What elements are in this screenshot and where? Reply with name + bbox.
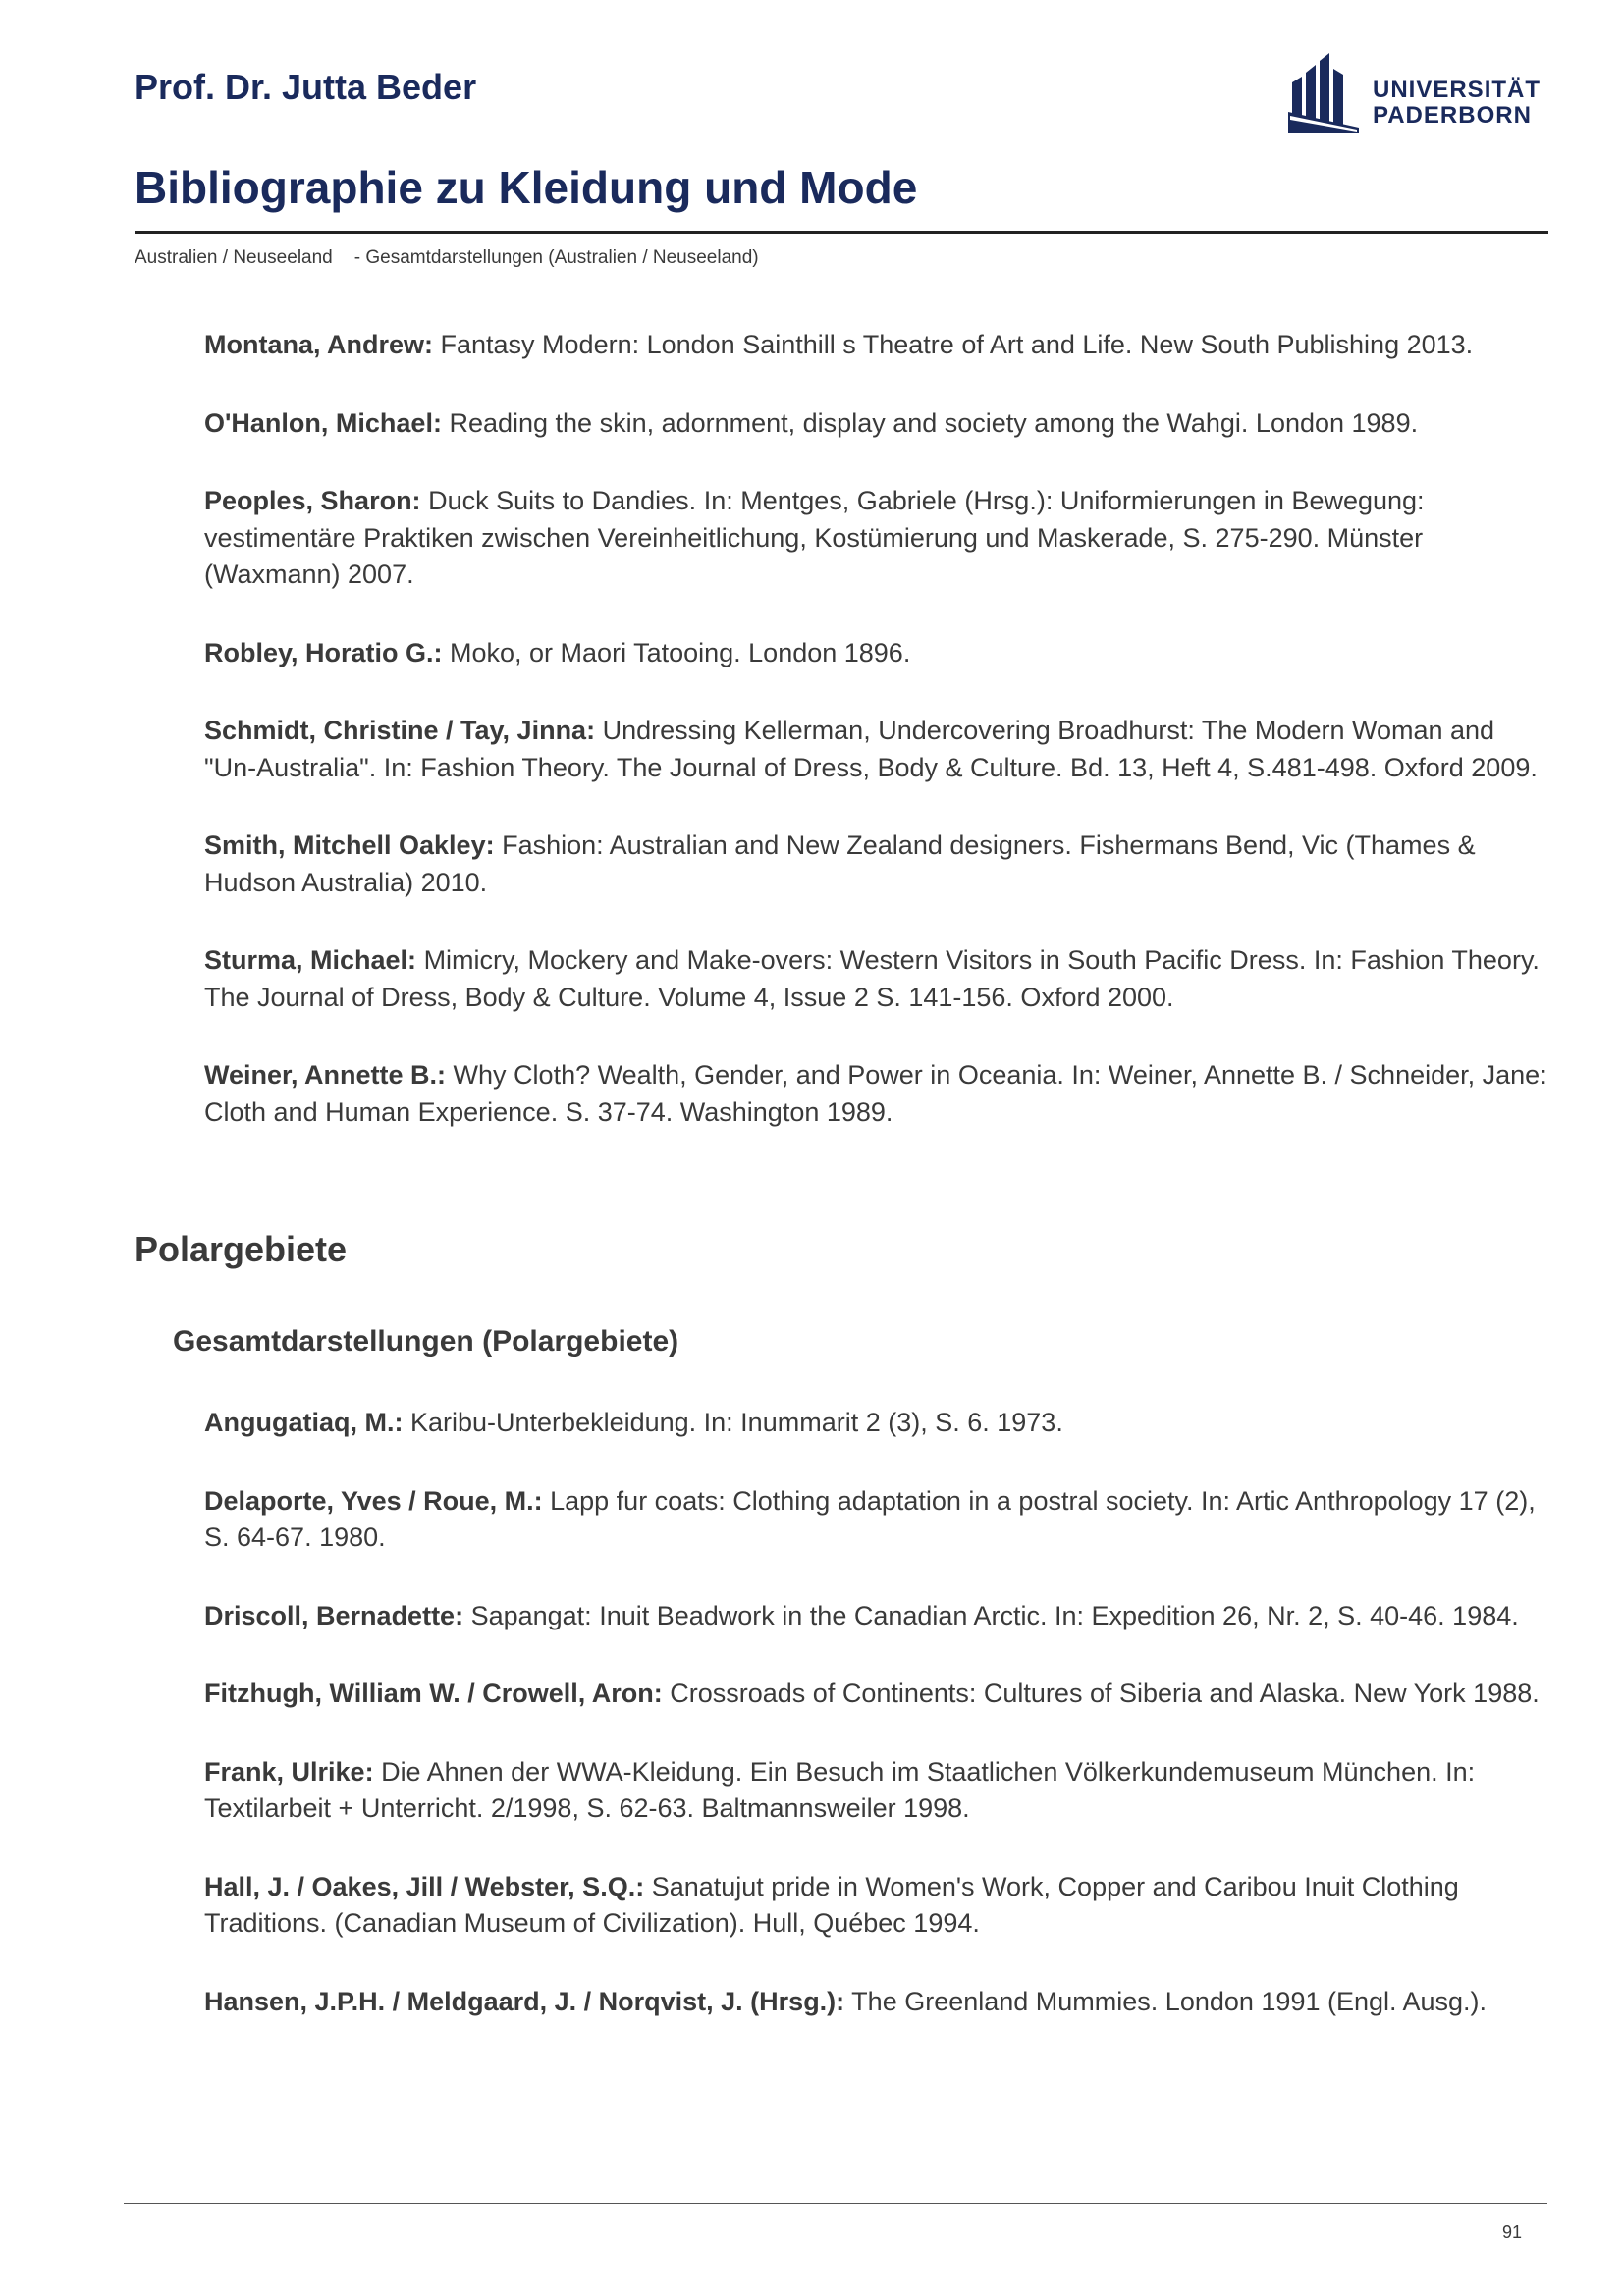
entry-author: Sturma, Michael: [204,945,417,975]
section-heading: Polargebiete [135,1229,348,1269]
bibliography-entry [204,1676,1549,1713]
bibliography-entry [204,1057,1549,1131]
university-logo [1288,51,1542,133]
bibliography-entry [204,713,1549,786]
entry-text: Fantasy Modern: London Sainthill s Theatre of Art and Life. New South Publishing 2013. [433,330,1474,359]
bibliography-entry [204,1754,1549,1828]
author-name: Prof. Dr. Jutta Beder [135,67,477,107]
footer-divider [124,2203,1547,2204]
entry-author: Frank, Ulrike: [204,1756,374,1787]
entry-text: Lapp fur coats: Clothing adaptation in a postral society. In: Artic Anthropology 17 (2), S. 64-67. 1980. [204,1485,1536,1552]
bibliography-list-polar [204,1405,1549,2061]
page-title: Bibliographie zu Kleidung und Mode [135,162,918,213]
entry-text: Crossroads of Continents: Cultures of Siberia and Alaska. New York 1988. [662,1679,1540,1708]
entry-text: Moko, or Maori Tatooing. London 1896. [442,637,911,667]
header-divider [135,231,1548,234]
bibliography-entry [204,327,1549,364]
logo-text-line2: PADERBORN [1373,102,1532,129]
page-number: 91 [1502,2222,1523,2242]
entry-author: Hansen, J.P.H. / Meldgaard, J. / Norqvist, J. (Hrsg.): [204,1986,845,2016]
bibliography-entry [204,828,1549,901]
entry-author: Montana, Andrew: [204,330,433,359]
entry-author: Weiner, Annette B.: [204,1060,447,1090]
entry-text: Sanatujut pride in Women's Work, Copper and Caribou Inuit Clothing Traditions. (Canadian Museum of Civilization). Hull, Québec 1994. [204,1871,1459,1938]
entry-text: Undressing Kellerman, Undercovering Broadhurst: The Modern Woman and "Un-Australia". In: Fashion Theory. The Journal of Dress, Body & Culture. Bd. 13, Heft 4, S.481-498. Oxford 2009. [204,716,1538,782]
bibliography-entry [204,1984,1549,2021]
entry-text: Duck Suits to Dandies. In: Mentges, Gabriele (Hrsg.): Uniformierungen in Bewegung: vestimentäre Praktiken zwischen Vereinheitlichung, Kostümierung und Maskerade, S. 275-290. Münster (Waxmann) 2007. [204,486,1425,589]
entry-author: Schmidt, Christine / Tay, Jinna: [204,716,596,745]
bibliography-entry [204,942,1549,1016]
entry-text: Why Cloth? Wealth, Gender, and Power in Oceania. In: Weiner, Annette B. / Schneider, Jane: Cloth and Human Experience. S. 37-74. Washington 1989. [204,1060,1547,1127]
bibliography-entry [204,635,1549,672]
entry-text: The Greenland Mummies. London 1991 (Engl. Ausg.). [844,1986,1488,2016]
entry-author: Robley, Horatio G.: [204,637,443,667]
bibliography-entry [204,483,1549,594]
entry-author: Angugatiaq, M.: [204,1408,404,1437]
entry-text: Fashion: Australian and New Zealand designers. Fishermans Bend, Vic (Thames & Hudson Australia) 2010. [204,830,1476,897]
breadcrumb [135,247,759,269]
entry-author: Driscoll, Bernadette: [204,1600,464,1630]
entry-author: Fitzhugh, William W. / Crowell, Aron: [204,1679,663,1708]
entry-author: O'Hanlon, Michael: [204,407,442,438]
entry-author: Delaporte, Yves / Roue, M.: [204,1485,543,1516]
entry-text: Mimicry, Mockery and Make-overs: Western Visitors in South Pacific Dress. In: Fashion Theory. The Journal of Dress, Body & Culture. Volume 4, Issue 2 S. 141-156. Oxford 2000. [204,945,1540,1012]
entry-author: Hall, J. / Oakes, Jill / Webster, S.Q.: [204,1871,645,1901]
bibliography-entry [204,1405,1549,1442]
entry-text: Sapangat: Inuit Beadwork in the Canadian Arctic. In: Expedition 26, Nr. 2, S. 40-46. 1984. [463,1600,1519,1630]
entry-text: Reading the skin, adornment, display and society among the Wahgi. London 1989. [441,407,1419,438]
university-paderborn-logo-icon [1288,51,1359,133]
bibliography-entry [204,1598,1549,1635]
entry-author: Smith, Mitchell Oakley: [204,830,495,860]
entry-text: Karibu-Unterbekleidung. In: Inummarit 2 (3), S. 6. 1973. [403,1408,1063,1437]
bibliography-entry [204,1869,1549,1943]
breadcrumb-subsection: - Gesamtdarstellungen (Australien / Neuseeland) [353,247,759,268]
logo-text-line1: UNIVERSITÄT [1373,77,1542,103]
subsection-heading: Gesamtdarstellungen (Polargebiete) [173,1325,679,1358]
entry-author: Peoples, Sharon: [204,486,421,515]
entry-text: Die Ahnen der WWA-Kleidung. Ein Besuch im Staatlichen Völkerkundemuseum München. In: Textilarbeit + Unterricht. 2/1998, S. 62-63. Baltmannsweiler 1998. [204,1756,1476,1823]
breadcrumb-section: Australien / Neuseeland [135,247,333,268]
bibliography-list-australia [204,327,1549,1172]
bibliography-entry [204,405,1549,443]
bibliography-entry [204,1483,1549,1557]
